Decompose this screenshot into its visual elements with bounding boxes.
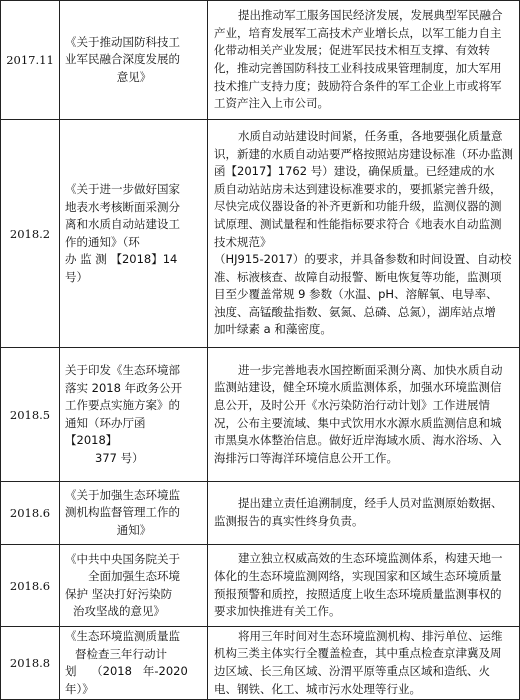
title-line: 377 号） <box>95 450 144 465</box>
content-line: 电、钢铁、化工、城市污水处理等行业。 <box>214 681 421 696</box>
table-row <box>1 1 520 120</box>
document-title-cell <box>60 482 208 545</box>
content-line: 要求加快推进有关工作。 <box>214 604 341 619</box>
title-line: 工作要点实施方案》的 <box>65 398 180 412</box>
title-line: 划 （2018 年-2020 <box>65 664 188 678</box>
content-line: 将用三年时间对生态环境监测机构、排污单位、运维 <box>238 628 503 643</box>
content-line: 目至少覆盖常规 9 参数（水温、pH、溶解氧、电导率、 <box>214 287 498 302</box>
content-line: 试原理、测试量程和性能指标要求符合《地表水自动监测 <box>214 216 502 231</box>
table-row <box>1 120 520 348</box>
content-line: 机构三类主体实行全覆盖检查，其中重点检查京津冀及周 <box>214 646 502 661</box>
title-line: 测机构监督管理工作的 <box>65 505 180 520</box>
content-line: 监测报告的真实性终身负责。 <box>214 514 364 528</box>
content-line: 预报预警和质控，按照适度上收生态环境质量监测事权的 <box>214 586 502 601</box>
content-line: 化带动相关产业发展；促进军民技术相互支撑、有效转 <box>214 43 490 58</box>
title-line: 作的通知》（环 <box>65 234 140 249</box>
title-line: 《中共中央国务院关于 <box>65 551 180 566</box>
content-line: 技术推广支持力度；鼓励符合条件的军工企业上市或将军 <box>214 78 502 93</box>
table-row <box>1 545 520 627</box>
document-title-cell <box>60 545 208 627</box>
title-line: 办 监 测 【2018】14 <box>65 252 178 266</box>
title-line: 【2018】 <box>65 433 118 447</box>
title-line: 关于印发《生态环境部 <box>65 363 180 377</box>
content-cell <box>208 482 520 545</box>
title-line: 保护 坚决打好污染防 <box>65 586 173 601</box>
table-row <box>1 348 520 482</box>
title-line: 落实 2018 年政务公开 <box>65 380 183 395</box>
title-line: 《生态环境监测质量监 <box>65 629 180 643</box>
date-cell: 2018.6 <box>1 545 60 627</box>
title-line: 《关于加强生态环境监 <box>65 487 180 502</box>
content-line: 浊度、高锰酸盐指数、氨氮、总磷、总氮），湖库站点增 <box>214 304 496 319</box>
title-line: 《关于推动国防科技工 <box>65 34 180 49</box>
table-row <box>1 627 520 700</box>
title-line: 年）》 <box>65 681 94 696</box>
content-line: 监测站建设，健全环境水质监测体系，加强水环境监测信 <box>214 380 502 395</box>
content-line: 建立独立权威高效的生态环境监测体系，构建天地一 <box>238 551 503 566</box>
content-line: 进一步完善地表水国控断面采测分离、加快水质自动 <box>238 362 503 377</box>
date-cell: 2018.5 <box>1 348 60 482</box>
title-line: 意见》 <box>116 69 152 84</box>
title-line: 通知（环办厅函 <box>65 415 146 430</box>
content-line: 函【2017】1762 号）建设，确保质量。已经建成的水 <box>214 164 495 179</box>
date-cell: 2018.8 <box>1 627 60 700</box>
content-line: 边区域、长三角区域、汾渭平原等重点区域和造纸、火 <box>214 664 490 678</box>
content-line: 息公开，及时公开《水污染防治行动计划》工作进展情 <box>214 397 490 412</box>
content-cell <box>208 1 520 120</box>
content-line: 尽快完成仪器设备的补齐更新和功能升级，监测仪器的测 <box>214 199 502 214</box>
title-line: 业军民融合深度发展的 <box>65 52 180 67</box>
table-row <box>1 482 520 545</box>
title-line: 离和水质自动站建设工 <box>65 217 180 231</box>
content-line: 市黑臭水体整治信息。做好近岸海域水质、海水浴场、入 <box>214 433 502 448</box>
content-line: 海排污口等海洋环境信息公开工作。 <box>214 450 398 465</box>
content-line: （HJ915-2017）的要求，并具备参数和时间设置、自动校 <box>214 252 512 267</box>
title-line: 治攻坚战的意见》 <box>73 604 165 618</box>
content-line: 体化的生态环境监测网络，实现国家和区域生态环境质量 <box>214 568 502 583</box>
content-line: 加叶绿素 a 和藻密度。 <box>214 322 332 337</box>
date-cell: 2017.11 <box>1 1 60 120</box>
content-cell <box>208 120 520 348</box>
content-cell <box>208 545 520 627</box>
content-line: 产业，培育发展军工高技术产业增长点，以军工能力自主 <box>214 25 502 40</box>
content-line: 工资产注入上市公司。 <box>214 96 329 111</box>
document-title-cell <box>60 120 208 348</box>
content-cell <box>208 627 520 700</box>
title-line: 地表水考核断面采测分 <box>65 199 180 214</box>
content-line: 识，新建的水质自动站要严格按照站房建设标准（环办监测 <box>214 146 513 161</box>
content-line: 技术规范》 <box>214 234 272 249</box>
content-line: 提出建立责任追溯制度，经手人员对监测原始数据、 <box>238 496 503 511</box>
date-cell: 2018.2 <box>1 120 60 348</box>
title-line: 全面加强生态环境 <box>88 569 180 583</box>
title-line: 督检查三年行动计 <box>75 646 167 661</box>
content-line: 准、标液核查、故障自动报警、断电恢复等功能，监测项 <box>214 269 502 284</box>
title-line: 号） <box>65 269 88 284</box>
content-line: 况，公布主要流域、集中式饮用水水源水质监测信息和城 <box>214 415 502 430</box>
title-line: 《关于进一步做好国家 <box>65 182 180 196</box>
content-line: 提出推动军工服务国民经济发展，发展典型军民融合 <box>238 8 503 23</box>
document-title-cell <box>60 1 208 120</box>
document-title-cell <box>60 348 208 482</box>
content-line: 水质自动站建设时间紧，任务重，各地要强化质量意 <box>238 128 503 143</box>
content-cell <box>208 348 520 482</box>
content-line: 质自动站站房未达到建设标准要求的，要抓紧完善升级， <box>214 181 502 196</box>
content-line: 化，推动完善国防科技工业科技成果管理制度，加大军用 <box>214 61 502 75</box>
document-title-cell <box>60 627 208 700</box>
title-line: 通知》 <box>116 522 152 537</box>
date-cell: 2018.6 <box>1 482 60 545</box>
